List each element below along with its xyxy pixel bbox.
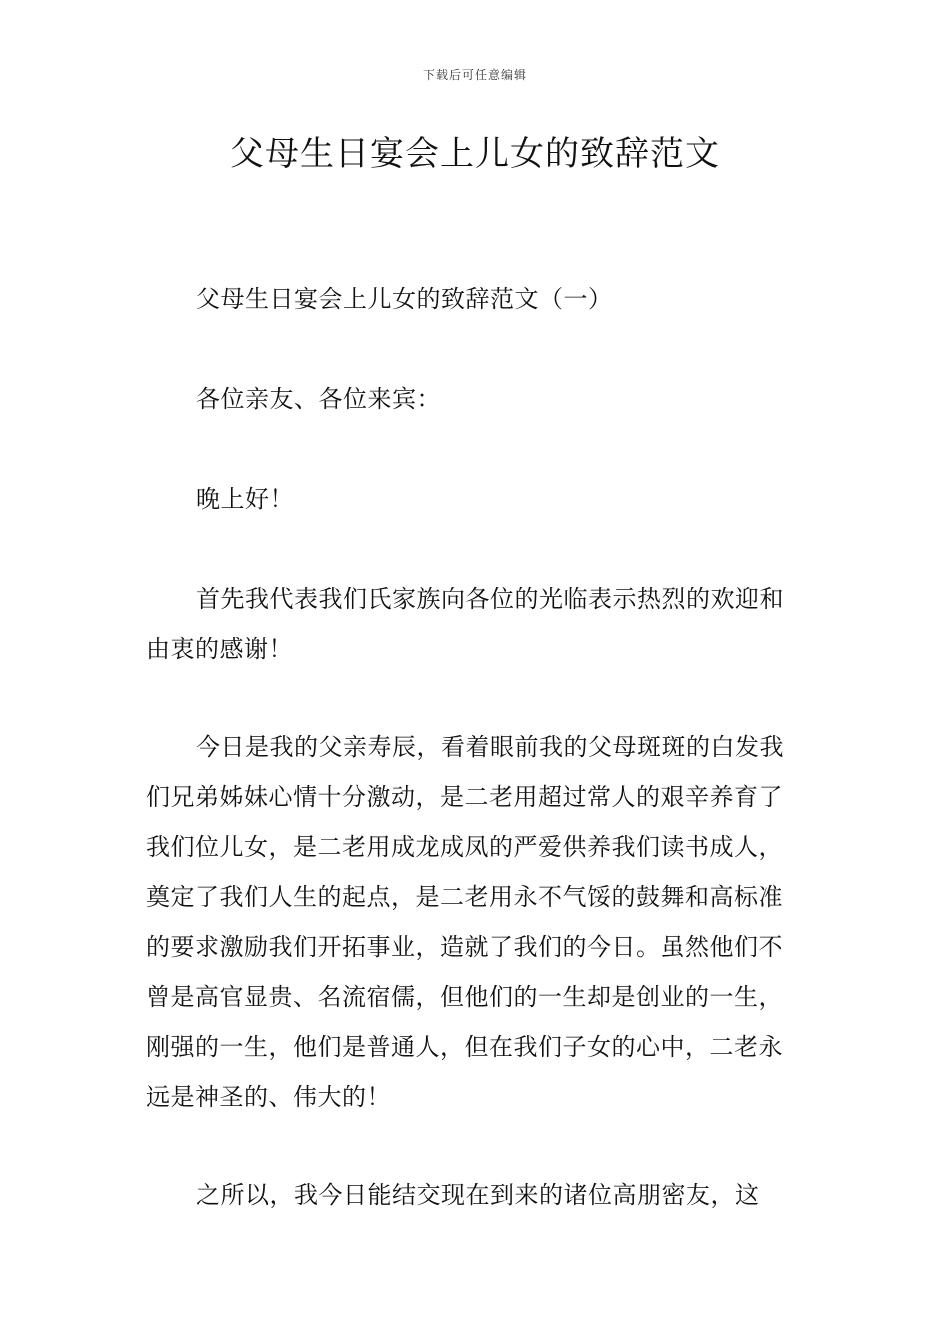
paragraph-closing: 之所以，我今日能结交现在到来的诸位高朋密友，这 (196, 1181, 760, 1209)
header-note: 下载后可任意编辑 (422, 68, 527, 82)
greeting: 晚上好！ (196, 485, 294, 513)
document-title: 父母生日宴会上儿女的致辞范文 (230, 134, 720, 174)
section-heading: 父母生日宴会上儿女的致辞范文（一） (196, 285, 613, 313)
paragraph-tribute: 今日是我的父亲寿辰，看着眼前我的父母斑斑的白发我们兄弟姊妹心情十分激动，是二老用超过常人的艰辛养育了我们位儿女，是二老用成龙成凤的严爱供养我们读书成人，奠定了我们人生的起点，是二老用永不气馁的鼓舞和高标准的要求激励我们开拓事业，造就了我们的今日。虽然他们不曾是高官显贵、名流宿儒，但他们的一生却是创业的一生，刚强的一生，他们是普通人，但在我们子女的心中，二老永远是神圣的、伟大的！ (146, 733, 784, 1111)
salutation: 各位亲友、各位来宾： (196, 385, 441, 413)
paragraph-welcome: 首先我代表我们氏家族向各位的光临表示热烈的欢迎和由衷的感谢！ (146, 585, 784, 663)
